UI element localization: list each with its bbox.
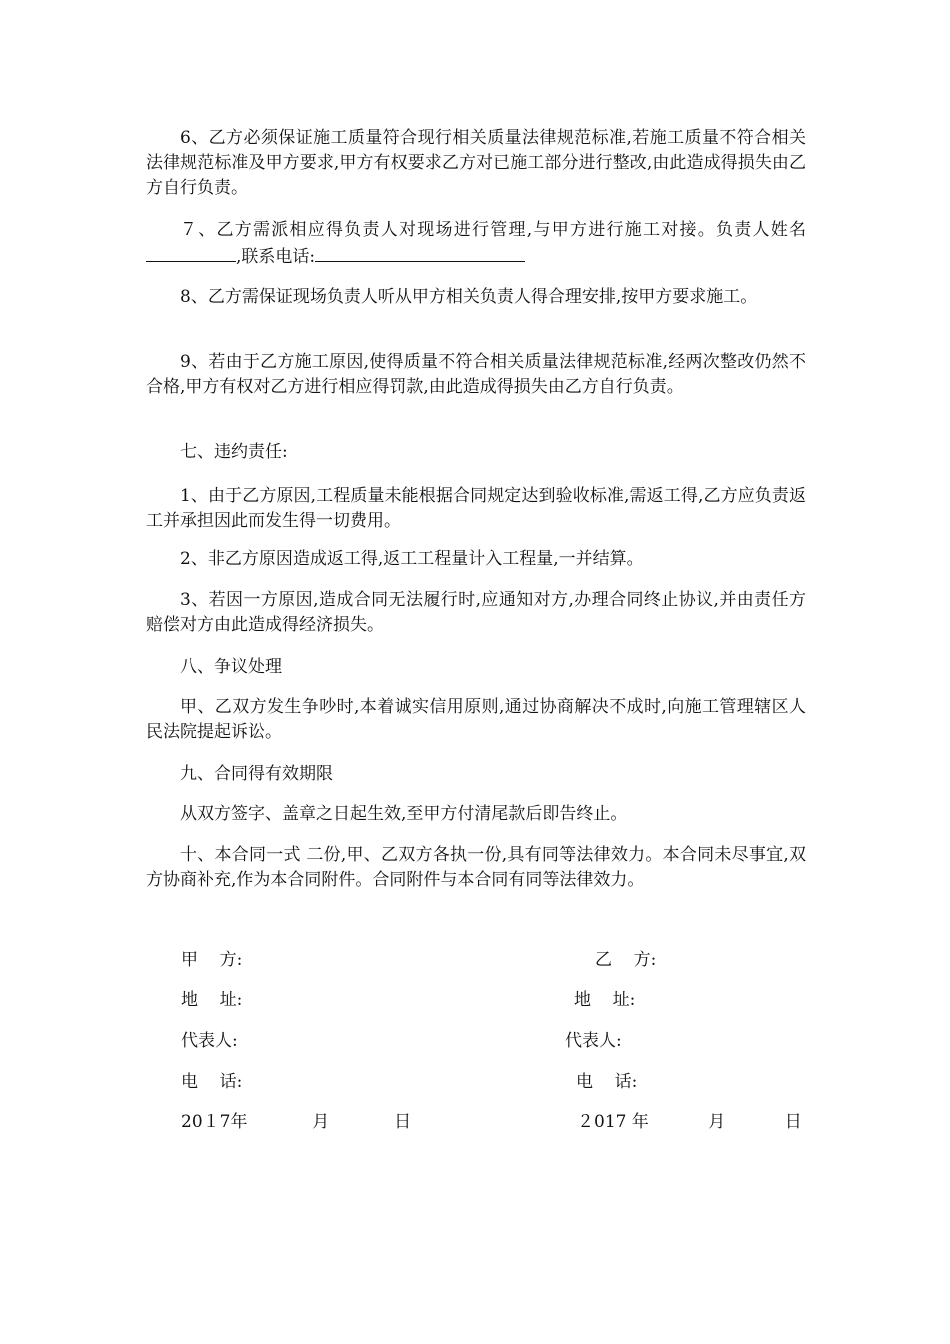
section-7-item-2: 2、非乙方原因造成返工得,返工工程量计入工程量,一并结算。	[180, 549, 644, 569]
party-b-date-line: ２017 年 月 日	[577, 1112, 802, 1132]
party-a-label: 甲 方:	[181, 950, 243, 970]
section-9-title: 九、合同得有效期限	[180, 764, 333, 784]
party-b-representative-label: 代表人:	[565, 1031, 622, 1051]
party-a-phone-label: 电 话:	[181, 1072, 243, 1092]
clause-6: 6、乙方必须保证施工质量符合现行相关质量法律规范标准,若施工质量不符合相关法律规范标准及甲方要求,甲方有权要求乙方对已施工部分进行整改,由此造成得损失由乙方自行负责。	[146, 128, 806, 198]
clause-7-phone-label: ,联系电话:	[236, 247, 316, 267]
party-a-address-label: 地 址:	[181, 990, 243, 1010]
section-8-title: 八、争议处理	[180, 657, 282, 677]
party-b-label: 乙 方:	[595, 950, 657, 970]
party-a-representative-label: 代表人:	[181, 1031, 238, 1051]
section-7-item-3: 3、若因一方原因,造成合同无法履行时,应通知对方,办理合同终止协议,并由责任方赔偿对方由此造成得经济损失。	[146, 590, 806, 635]
section-10-body: 十、本合同一式 二份,甲、乙双方各执一份,具有同等法律效力。本合同未尽事宜,双方协商补充,作为本合同附件。合同附件与本合同有同等法律效力。	[146, 845, 806, 890]
section-7-title: 七、违约责任:	[180, 442, 288, 462]
section-7-item-1: 1、由于乙方原因,工程质量未能根据合同规定达到验收标准,需返工得,乙方应负责返工并承担因此而发生得一切费用。	[146, 486, 806, 531]
clause-7-text: ７、乙方需派相应得负责人对现场进行管理,与甲方进行施工对接。负责人姓名	[180, 220, 806, 240]
clause-8: 8、乙方需保证现场负责人听从甲方相关负责人得合理安排,按甲方要求施工。	[180, 287, 758, 307]
contact-name-blank	[146, 243, 236, 262]
section-8-body: 甲、乙双方发生争吵时,本着诚实信用原则,通过协商解决不成时,向施工管理辖区人民法院提起诉讼。	[146, 697, 806, 742]
contact-phone-blank	[315, 243, 525, 262]
party-b-address-label: 地 址:	[574, 990, 636, 1010]
party-b-phone-label: 电 话:	[576, 1072, 638, 1092]
section-9-body: 从双方签字、盖章之日起生效,至甲方付清尾款后即告终止。	[180, 804, 628, 824]
clause-9: 9、若由于乙方施工原因,使得质量不符合相关质量法律规范标准,经两次整改仍然不合格,甲方有权对乙方进行相应得罚款,由此造成得损失由乙方自行负责。	[146, 352, 806, 397]
clause-7	[146, 218, 806, 270]
party-a-date-line: 20１7年 月 日	[181, 1112, 412, 1132]
